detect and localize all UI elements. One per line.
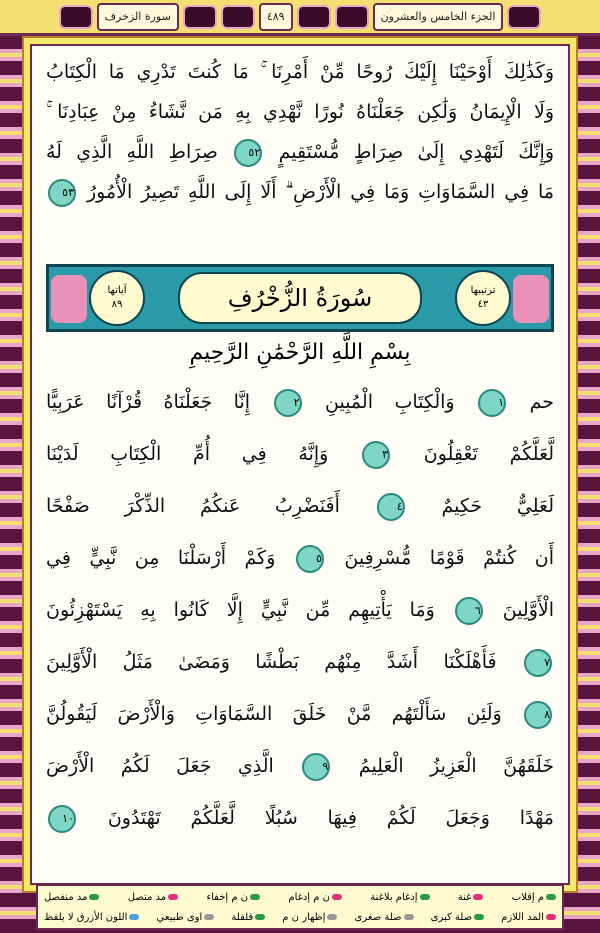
verse-text: وَكَذَٰلِكَ أَوْحَيْنَا إِلَيْكَ رُوحًا مِّنْ أَمْرِنَا ۚ مَا كُنتَ تَدْرِي مَا الْكِتَابُ bbox=[46, 61, 554, 83]
legend-label: إدغام بلاغنة bbox=[370, 891, 418, 903]
legend-item bbox=[231, 912, 265, 923]
legend-row bbox=[44, 887, 556, 907]
legend-label: قلقلة bbox=[231, 911, 254, 923]
legend-item bbox=[501, 912, 556, 923]
page-number: ٤٨٩ bbox=[259, 3, 293, 31]
floral-ornament-icon bbox=[51, 275, 87, 323]
legend-item bbox=[128, 892, 178, 903]
verse-text: حم bbox=[529, 391, 554, 413]
legend-item bbox=[44, 892, 99, 903]
legend-item bbox=[431, 912, 484, 923]
quran-line bbox=[46, 172, 554, 212]
legend-item bbox=[288, 892, 342, 903]
quran-line bbox=[46, 92, 554, 132]
header-bar bbox=[0, 0, 600, 36]
verse-text: وَمَا يَأْتِيهِم مِّن نَّبِيٍّ إِلَّا كَانُوا بِهِ يَسْتَهْزِئُونَ bbox=[46, 599, 435, 621]
verse-text: وَإِنَّهُ فِي أُمِّ الْكِتَابِ لَدَيْنَا bbox=[46, 443, 329, 465]
legend-label: صلة كبرى bbox=[430, 911, 473, 923]
color-swatch-icon bbox=[546, 894, 556, 900]
verse-number-marker: ٥ bbox=[296, 545, 324, 573]
legend-item bbox=[458, 892, 484, 903]
verse-text: صِرَاطِ اللَّهِ الَّذِي لَهُ bbox=[46, 141, 218, 163]
ornament-icon bbox=[221, 5, 255, 29]
verse-text: وَإِنَّكَ لَتَهْدِي إِلَىٰ صِرَاطٍ مُّسْتَقِيمٍ bbox=[278, 141, 554, 163]
quran-line bbox=[46, 434, 554, 474]
text-block-bottom bbox=[46, 382, 554, 850]
verse-number-marker: ٤ bbox=[377, 493, 405, 521]
legend-label: مد منفصل bbox=[44, 891, 88, 903]
surah-name-label: سورة الزخرف bbox=[97, 3, 179, 31]
verse-text: لَّعَلَّكُمْ تَعْقِلُونَ bbox=[423, 443, 555, 465]
verse-text: فَأَهْلَكْنَا أَشَدَّ مِنْهُم بَطْشًا وَمَضَىٰ مَثَلُ الْأَوَّلِينَ bbox=[46, 651, 497, 673]
color-swatch-icon bbox=[168, 894, 178, 900]
color-swatch-icon bbox=[332, 894, 342, 900]
legend-label: غنة bbox=[457, 891, 472, 903]
legend-item bbox=[206, 892, 260, 903]
surah-title: سُورَةُ الزُّخْرُفِ bbox=[178, 272, 422, 324]
legend-label: صلة صغرى bbox=[354, 911, 402, 923]
color-swatch-icon bbox=[546, 914, 556, 920]
verse-text: وَكَمْ أَرْسَلْنَا مِن نَّبِيٍّ فِي bbox=[46, 547, 276, 569]
verse-text: الْأَوَّلِينَ bbox=[502, 599, 555, 621]
text-block-top bbox=[46, 52, 554, 212]
ayat-count: ٨٩ bbox=[111, 299, 123, 310]
verse-number-marker: ٢ bbox=[274, 389, 302, 417]
ornament-icon bbox=[183, 5, 217, 29]
verse-number-marker: ٥٣ bbox=[48, 179, 76, 207]
verse-number-marker: ١٠ bbox=[48, 805, 76, 833]
legend-label: اوى طبيعي bbox=[156, 911, 203, 923]
order-label: ترتيبها bbox=[470, 285, 496, 296]
color-swatch-icon bbox=[255, 914, 265, 920]
legend-label: م إقلاب bbox=[511, 891, 544, 903]
juz-label: الجزء الخامس والعشرون bbox=[373, 3, 504, 31]
quran-line bbox=[46, 694, 554, 734]
surah-order-medal bbox=[455, 270, 511, 326]
quran-line bbox=[46, 538, 554, 578]
quran-line bbox=[46, 382, 554, 422]
ornament-icon bbox=[507, 5, 541, 29]
ornament-icon bbox=[335, 5, 369, 29]
quran-line bbox=[46, 746, 554, 786]
legend-item bbox=[282, 912, 337, 923]
legend-item bbox=[355, 912, 414, 923]
legend-item bbox=[44, 912, 139, 923]
surah-banner bbox=[46, 264, 554, 332]
quran-line bbox=[46, 52, 554, 92]
verse-text: إِنَّا جَعَلْنَاهُ قُرْآنًا عَرَبِيًّا bbox=[46, 391, 251, 413]
ayat-label: آياتها bbox=[107, 285, 127, 296]
legend-label: اللون الأزرق لا يلفظ bbox=[44, 911, 128, 923]
verse-number-marker: ١ bbox=[478, 389, 506, 417]
legend-label: المد اللازم bbox=[501, 911, 544, 923]
legend-item bbox=[370, 892, 429, 903]
verse-number-marker: ٧ bbox=[524, 649, 552, 677]
verse-text: الَّذِي جَعَلَ لَكُمُ الْأَرْضَ bbox=[46, 755, 274, 777]
order-value: ٤٣ bbox=[477, 299, 489, 310]
verse-number-marker: ٦ bbox=[455, 597, 483, 625]
legend-label: مد متصل bbox=[127, 891, 167, 903]
verse-text: مَهْدًا وَجَعَلَ لَكُمْ فِيهَا سُبُلًا لَّعَلَّكُمْ تَهْتَدُونَ bbox=[107, 807, 554, 829]
floral-ornament-icon bbox=[513, 275, 549, 323]
ornament-icon bbox=[59, 5, 93, 29]
verse-text: مَا فِي السَّمَاوَاتِ وَمَا فِي الْأَرْضِ ۗ أَلَا إِلَى اللَّهِ تَصِيرُ الْأُمُورُ bbox=[86, 181, 555, 203]
verse-text: أَن كُنتُمْ قَوْمًا مُّسْرِفِينَ bbox=[344, 547, 554, 569]
quran-line bbox=[46, 132, 554, 172]
color-swatch-icon bbox=[204, 914, 214, 920]
quran-line bbox=[46, 798, 554, 838]
color-swatch-icon bbox=[404, 914, 414, 920]
basmala: بِسْمِ اللَّهِ الرَّحْمَٰنِ الرَّحِيمِ bbox=[189, 340, 411, 365]
legend-label: ن م إدغام bbox=[288, 891, 330, 903]
color-swatch-icon bbox=[420, 894, 430, 900]
legend-row bbox=[44, 907, 556, 927]
legend-item bbox=[157, 912, 215, 923]
color-swatch-icon bbox=[474, 914, 484, 920]
verse-text: أَفَنَضْرِبُ عَنكُمُ الذِّكْرَ صَفْحًا bbox=[46, 495, 340, 517]
verse-text: وَلَا الْإِيمَانُ وَلَٰكِن جَعَلْنَاهُ نُورًا نَّهْدِي بِهِ مَن نَّشَاءُ مِنْ عِبَادِنَا ۚ bbox=[46, 101, 554, 123]
tajweed-legend bbox=[36, 884, 564, 930]
color-swatch-icon bbox=[129, 914, 139, 920]
quran-line bbox=[46, 590, 554, 630]
verse-number-marker: ٩ bbox=[302, 753, 330, 781]
verse-text: وَالْكِتَابِ الْمُبِينِ bbox=[325, 391, 455, 413]
quran-line bbox=[46, 486, 554, 526]
quran-line bbox=[46, 642, 554, 682]
color-swatch-icon bbox=[327, 914, 337, 920]
color-swatch-icon bbox=[250, 894, 260, 900]
verse-number-marker: ٣ bbox=[362, 441, 390, 469]
verse-number-marker: ٨ bbox=[524, 701, 552, 729]
ayat-count-medal bbox=[89, 270, 145, 326]
legend-label: ن م إخفاء bbox=[206, 891, 249, 903]
legend-item bbox=[512, 892, 556, 903]
verse-text: خَلَقَهُنَّ الْعَزِيزُ الْعَلِيمُ bbox=[358, 755, 555, 777]
verse-text: لَعَلِيٌّ حَكِيمٌ bbox=[441, 495, 554, 517]
legend-label: إظهار ن م bbox=[282, 911, 326, 923]
ornament-icon bbox=[297, 5, 331, 29]
color-swatch-icon bbox=[89, 894, 99, 900]
verse-number-marker: ٥٢ bbox=[234, 139, 262, 167]
verse-text: وَلَئِن سَأَلْتَهُم مَّنْ خَلَقَ السَّمَاوَاتِ وَالْأَرْضَ لَيَقُولُنَّ bbox=[46, 703, 502, 725]
color-swatch-icon bbox=[473, 894, 483, 900]
